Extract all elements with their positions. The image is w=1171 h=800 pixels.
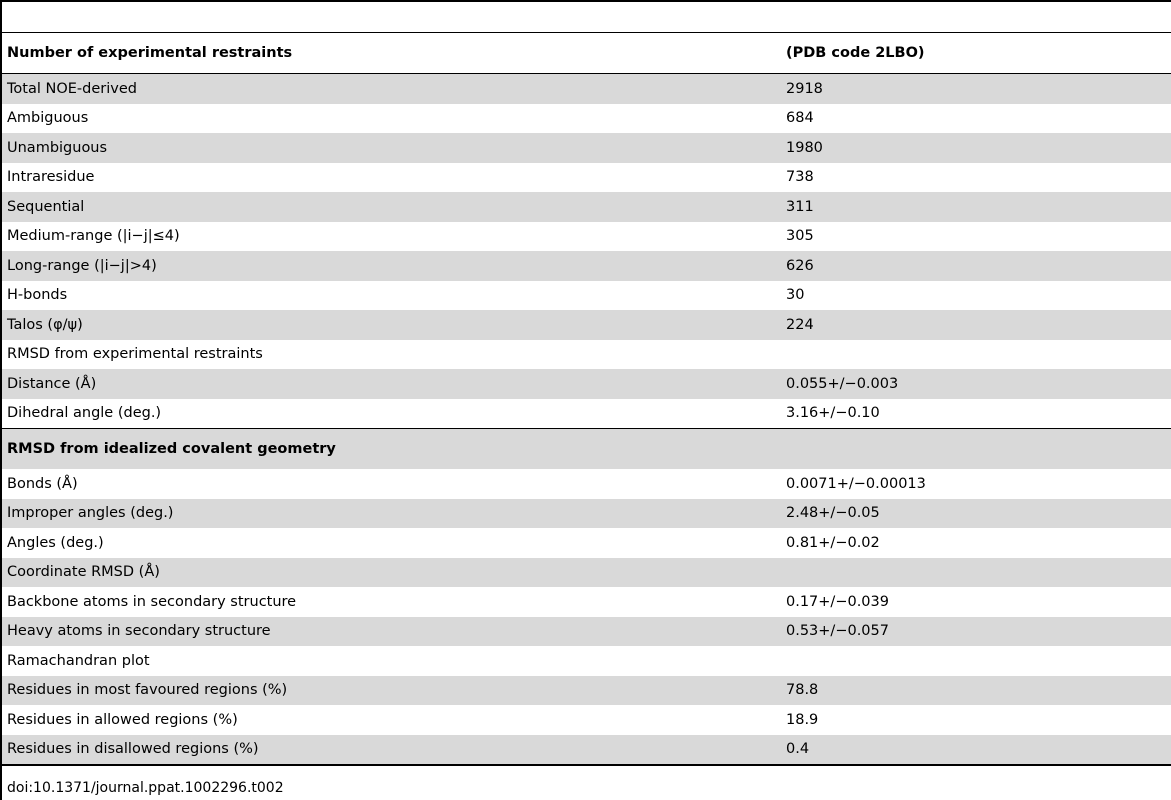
row-value — [781, 340, 1171, 370]
row-label: Improper angles (deg.) — [2, 499, 781, 529]
table-row — [2, 646, 1171, 676]
table-row — [2, 74, 1171, 104]
table-row — [2, 104, 1171, 134]
row-label: Residues in most favoured regions (%) — [2, 676, 781, 706]
table-row — [2, 251, 1171, 281]
table-header-row — [2, 33, 1171, 74]
row-value: 0.4 — [781, 735, 1171, 766]
structure-statistics-table — [2, 0, 1171, 766]
row-label: Backbone atoms in secondary structure — [7, 593, 297, 610]
row-value: 0.53+/−0.057 — [781, 617, 1171, 647]
row-label: Residues in allowed regions (%) — [7, 711, 238, 728]
table-row — [2, 163, 1171, 193]
row-label: Ramachandran plot — [7, 652, 150, 669]
row-value: 78.8 — [781, 676, 1171, 706]
row-value: 738 — [786, 169, 814, 185]
row-label: Unambiguous — [2, 133, 781, 163]
row-value: 224 — [781, 310, 1171, 340]
table-row — [2, 340, 1171, 370]
table-row — [2, 399, 1171, 429]
table-row — [2, 499, 1171, 529]
table-top-rule — [2, 1, 1171, 33]
row-value: 626 — [781, 251, 1171, 281]
row-label: Coordinate RMSD (Å) — [2, 558, 781, 588]
row-label: Sequential — [2, 192, 781, 222]
table-row — [2, 617, 1171, 647]
row-value: 2918 — [781, 74, 1171, 104]
row-value: 0.17+/−0.039 — [786, 593, 889, 610]
row-value: 305 — [786, 228, 814, 244]
row-value: 3.16+/−0.10 — [786, 405, 880, 421]
table-row — [2, 281, 1171, 311]
row-value: 0.81+/−0.02 — [786, 534, 880, 551]
row-label: Bonds (Å) — [7, 475, 78, 492]
row-label: Long-range (|i−j|>4) — [2, 251, 781, 281]
row-value: 18.9 — [786, 711, 819, 728]
table-row — [2, 528, 1171, 558]
row-value: 311 — [781, 192, 1171, 222]
table-row — [2, 192, 1171, 222]
row-value: 0.0071+/−0.00013 — [786, 475, 926, 492]
section-title: RMSD from idealized covalent geometry — [2, 429, 781, 470]
header-pdb-code: (PDB code 2LBO) — [781, 33, 1171, 74]
row-label: Heavy atoms in secondary structure — [2, 617, 781, 647]
row-value: 2.48+/−0.05 — [781, 499, 1171, 529]
row-value: 0.055+/−0.003 — [781, 369, 1171, 399]
row-label: Talos (φ/ψ) — [2, 310, 781, 340]
row-label: Total NOE-derived — [2, 74, 781, 104]
table-row — [2, 587, 1171, 617]
row-label: Residues in disallowed regions (%) — [2, 735, 781, 766]
table-row — [2, 469, 1171, 499]
table-row — [2, 558, 1171, 588]
table-row — [2, 310, 1171, 340]
table-row — [2, 369, 1171, 399]
row-value — [781, 646, 1171, 676]
table-row — [2, 222, 1171, 252]
table-row — [2, 676, 1171, 706]
table-row — [2, 705, 1171, 735]
row-value — [781, 558, 1171, 588]
row-label: Distance (Å) — [2, 369, 781, 399]
row-value: 684 — [786, 110, 814, 126]
row-value: 30 — [786, 287, 805, 303]
row-label: Intraresidue — [7, 169, 95, 185]
table-row — [2, 735, 1171, 766]
header-restraints-label: Number of experimental restraints — [2, 33, 781, 74]
row-label: Medium-range (|i−j|≤4) — [7, 228, 180, 244]
row-label: H-bonds — [7, 287, 68, 303]
row-label: Ambiguous — [7, 110, 89, 126]
table-row — [2, 133, 1171, 163]
row-value: 1980 — [781, 133, 1171, 163]
section-header-row — [2, 429, 1171, 470]
row-label: Angles (deg.) — [7, 534, 104, 551]
row-label: Dihedral angle (deg.) — [7, 405, 162, 421]
doi-footer: doi:10.1371/journal.ppat.1002296.t002 — [7, 780, 284, 796]
row-label: RMSD from experimental restraints — [7, 346, 263, 362]
